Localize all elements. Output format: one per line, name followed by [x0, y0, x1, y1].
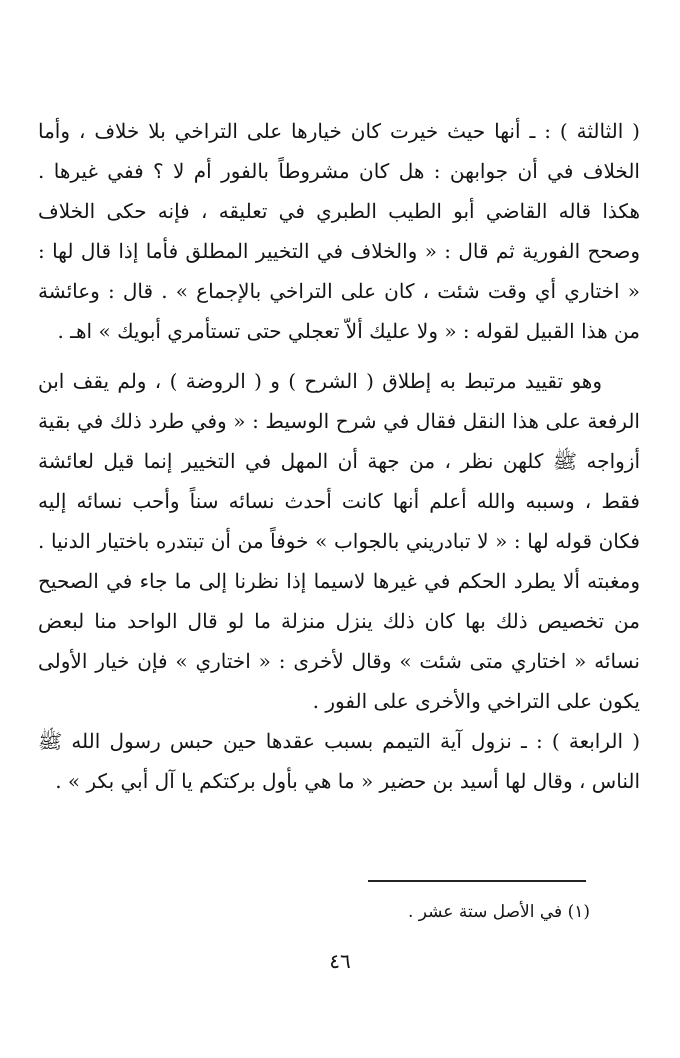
footnote-separator	[368, 880, 586, 882]
paragraph-fourth-issue: ( الرابعة ) : ـ نزول آية التيمم بسبب عقدها حين حبس رسول الله ﷺ الناس ، وقال لها أسيد بن حضير « ما هي بأول بركتكم يا آل أبي بكر » .	[38, 728, 640, 793]
footnote: (١) في الأصل ستة عشر .	[407, 902, 590, 922]
paragraph-gap	[38, 351, 640, 362]
paragraph-third-issue: ( الثالثة ) : ـ أنها حيث خيرت كان خيارها على التراخي بلا خلاف ، وأما الخلاف في أن جوابهن : هل كان مشروطاً بالفور أم لا ؟ ففي غيرها . هكذا قاله القاضي أبو الطيب الطبري في تعليقه ، فإنه حكى الخلاف وصحح الفورية ثم قال : « والخلاف في التخيير المطلق فأما إذا قال لها : « اختاري أي وقت شئت ، كان على التراخي بالإجماع » . قال : وعائشة من هذا القبيل لقوله : « ولا عليك ألاّ تعجلي حتى تستأمري أبويك » اهـ .	[38, 119, 640, 343]
main-text	[38, 112, 640, 801]
page-number: ٤٦	[329, 949, 351, 973]
paragraph-restriction: وهو تقييد مرتبط به إطلاق ( الشرح ) و ( الروضة ) ، ولم يقف ابن الرفعة على هذا النقل فقال في شرح الوسيط : « وفي طرد ذلك في بقية أزواجه ﷺ كلهن نظر ، من جهة أن المهل في التخيير إنما قيل لعائشة فقط ، وسببه والله أعلم أنها كانت أحدث نسائه سناً وأحب نسائه إليه فكان قوله لها : « لا تبادريني بالجواب » خوفاً من أن تبتدره باختيار الدنيا . ومغبته ألا يطرد الحكم في غيرها لاسيما إذا نظرنا إلى ما جاء في الصحيح من تخصيص ذلك بها كان ذلك ينزل منزلة ما لو قال الواحد منا لبعض نسائه « اختاري متى شئت » وقال لأخرى : « اختاري » فإن خيار الأولى يكون على التراخي والأخرى على الفور .	[38, 369, 640, 713]
